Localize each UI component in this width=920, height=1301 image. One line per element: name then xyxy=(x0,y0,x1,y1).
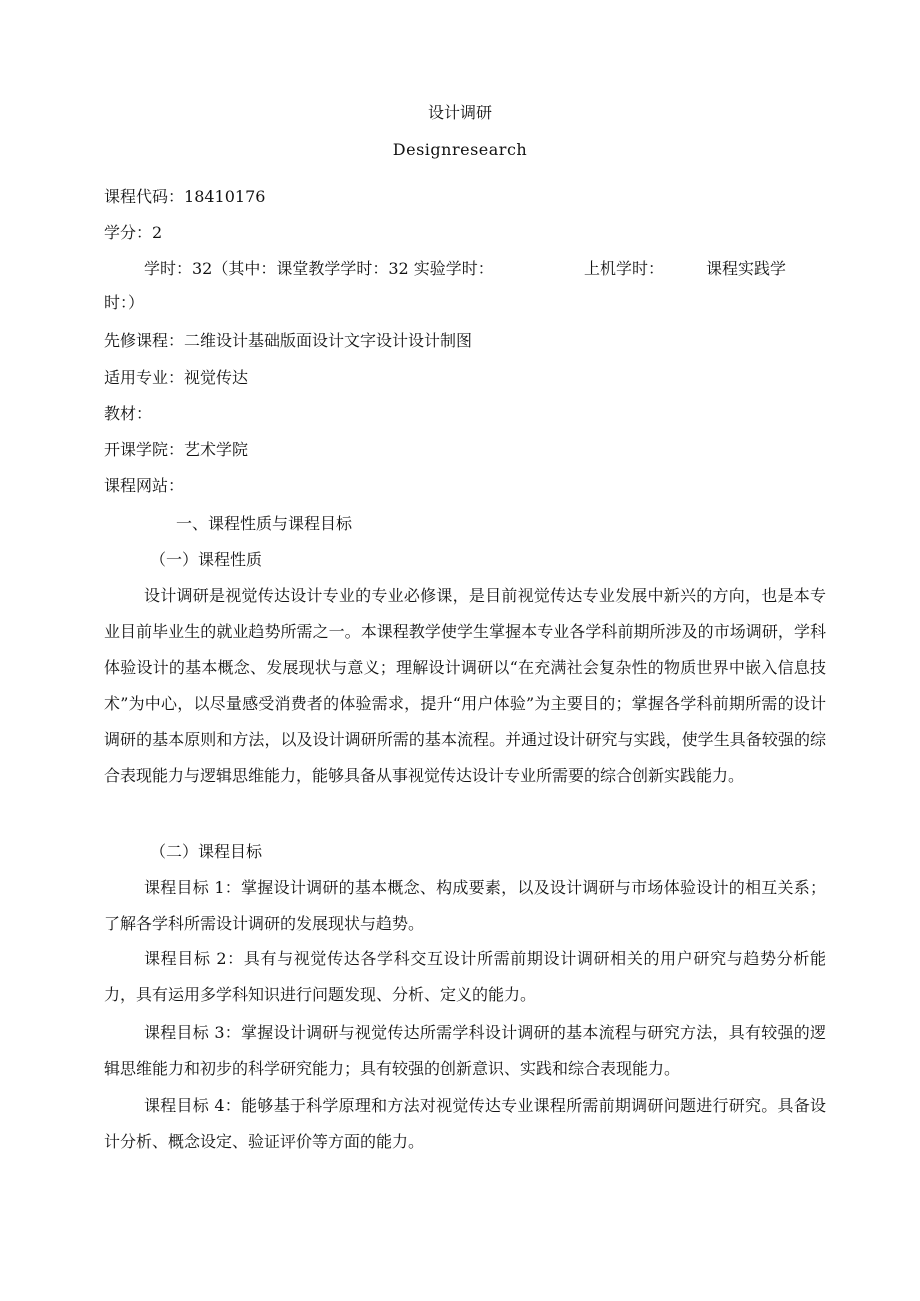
textbook-label: 教材： xyxy=(104,404,153,423)
subsection-heading-nature: （一）课程性质 xyxy=(150,550,263,569)
course-goal-3: 课程目标 3：掌握设计调研与视觉传达所需学科设计调研的基本流程与研究方法，具有较强的逻辑思维能力和初步的科学研究能力；具有较强的创新意识、实践和综合表现能力。 xyxy=(104,1023,826,1078)
course-goal-4: 课程目标 4：能够基于科学原理和方法对视觉传达专业课程所需前期调研问题进行研究。具备设计分析、概念设定、验证评价等方面的能力。 xyxy=(104,1096,826,1151)
course-goal-2: 课程目标 2：具有与视觉传达各学科交互设计所需前期设计调研相关的用户研究与趋势分析能力，具有运用多学科知识进行问题发现、分析、定义的能力。 xyxy=(104,949,826,1004)
course-code-line xyxy=(104,185,824,209)
hours-class-lab: 学时：32（其中：课堂教学学时：32 实验学时： xyxy=(144,259,494,278)
subsection-heading-goals: （二）课程目标 xyxy=(150,842,263,861)
prerequisite-label: 先修课程： xyxy=(104,331,185,350)
course-goal-1: 课程目标 1：掌握设计调研的基本概念、构成要素，以及设计调研与市场体验设计的相互关系；了解各学科所需设计调研的发展现状与趋势。 xyxy=(104,878,826,933)
college-value: 艺术学院 xyxy=(184,440,249,459)
course-nature-paragraph: 设计调研是视觉传达设计专业的专业必修课，是目前视觉传达专业发展中新兴的方向，也是本专业目前毕业生的就业趋势所需之一。本课程教学使学生掌握本专业各学科前期所涉及的市场调研，学科体验设计的基本概念、发展现状与意义；理解设计调研以“在充满社会复杂性的物质世界中嵌入信息技术”为中心，以尽量感受消费者的体验需求，提升“用户体验”为主要目的；掌握各学科前期所需的设计调研的基本原则和方法，以及设计调研所需的基本流程。并通过设计研究与实践，使学生具备较强的综合表现能力与逻辑思维能力，能够具备从事视觉传达设计专业所需要的综合创新实践能力。 xyxy=(104,586,826,785)
prerequisite-value: 二维设计基础版面设计文字设计设计制图 xyxy=(184,331,473,350)
major-line xyxy=(104,366,824,390)
website-label: 课程网站： xyxy=(104,476,185,495)
college-line xyxy=(104,438,824,462)
hours-practice: 课程实践学 xyxy=(706,259,787,278)
major-value: 视觉传达 xyxy=(184,368,249,387)
major-label: 适用专业： xyxy=(104,368,185,387)
hours-computer: 上机学时： xyxy=(584,259,665,278)
section-heading-nature-goals: 一、课程性质与课程目标 xyxy=(176,514,353,533)
course-code-label: 课程代码： xyxy=(104,187,185,206)
course-code-value: 18410176 xyxy=(184,187,266,206)
credit-label: 学分： xyxy=(104,223,153,242)
credit-value: 2 xyxy=(152,223,163,242)
college-label: 开课学院： xyxy=(104,440,185,459)
website-line xyxy=(104,474,824,498)
course-title-chinese: 设计调研 xyxy=(427,103,492,122)
textbook-line xyxy=(104,402,824,426)
credit-line xyxy=(104,221,824,245)
prerequisite-line xyxy=(104,329,824,353)
hours-line-continuation: 时：） xyxy=(104,293,145,312)
course-title-english: Designresearch xyxy=(392,140,528,159)
